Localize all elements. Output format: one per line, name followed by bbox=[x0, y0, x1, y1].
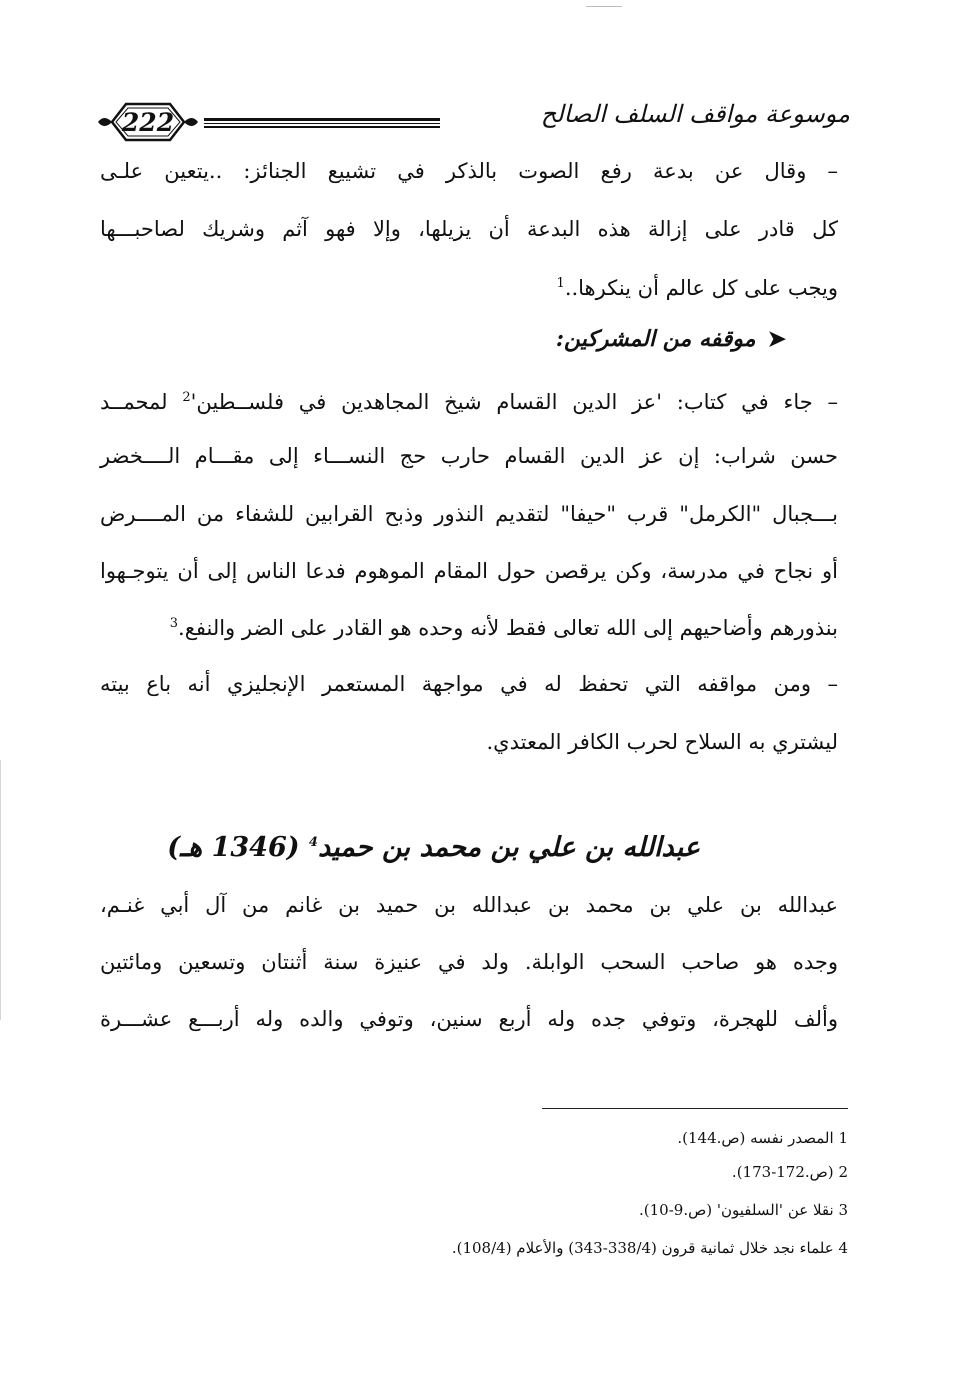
footnote-number: 1 bbox=[838, 1129, 848, 1147]
body-line-text: – جاء في كتاب: 'عز الدين القسام شيخ المجاهدين في فلســطين' bbox=[190, 390, 838, 414]
section-title-name: عبدالله بن علي بن محمد بن حميد bbox=[317, 832, 700, 863]
body-line: وجده هو صاحب السحب الوابلة. ولد في عنيزة سنة أثنتان وتسعين ومائتين bbox=[100, 950, 838, 974]
body-line: حسن شراب: إن عز الدين القسام حارب حج النســـاء إلى مقـــام الــــخضر bbox=[100, 444, 838, 468]
footnote-text: نقلا عن 'السلفيون' (ص.9-10). bbox=[638, 1201, 834, 1219]
footnote bbox=[300, 1128, 848, 1148]
footnote-ref: 4 bbox=[308, 835, 318, 850]
footnote-number: 2 bbox=[838, 1163, 848, 1181]
footnote bbox=[300, 1238, 848, 1258]
footnote-ref: 2 bbox=[182, 390, 191, 405]
header-rule bbox=[204, 118, 440, 128]
body-line bbox=[100, 270, 838, 302]
body-line bbox=[100, 384, 838, 416]
footnote-ref: 3 bbox=[169, 616, 179, 631]
page-number: 222 bbox=[121, 107, 175, 137]
body-line: وألف للهجرة، وتوفي جده وله أربع سنين، وتوفي والده وله أربـــع عشـــرة bbox=[100, 1007, 838, 1031]
subheading-text: موقفه من المشركين: bbox=[555, 326, 756, 352]
footnote-number: 4 bbox=[838, 1239, 848, 1257]
footnote-text: علماء نجد خلال ثمانية قرون (338/4-343) والأعلام (108/4). bbox=[451, 1239, 834, 1257]
footnote bbox=[300, 1162, 848, 1182]
body-line-text: بنذورهم وأضاحيهم إلى الله تعالى فقط لأنه وحده هو القادر على الضر والنفع. bbox=[178, 616, 838, 640]
footnote-text: المصدر نفسه (ص.144). bbox=[677, 1129, 834, 1147]
footnote bbox=[300, 1200, 848, 1220]
footnote-number: 3 bbox=[838, 1201, 848, 1219]
page-number-badge bbox=[94, 98, 202, 146]
series-title: موسوعة مواقف السلف الصالح bbox=[540, 100, 850, 128]
body-line: – وقال عن بدعة رفع الصوت بالذكر في تشييع الجنائز: ..يتعين علـى bbox=[100, 159, 838, 183]
subheading bbox=[300, 326, 786, 352]
section-title-year: (1346 هـ) bbox=[167, 832, 309, 863]
body-line-text: لمحمــد bbox=[100, 390, 183, 414]
scan-edge-line bbox=[0, 760, 1, 1020]
section-title bbox=[167, 832, 700, 863]
body-line bbox=[100, 610, 838, 642]
body-line-text: ويجب على كل عالم أن ينكرها.. bbox=[564, 276, 838, 300]
body-line: بـــجبال "الكرمل" قرب "حيفا" لتقديم النذور وذبح القرابين للشفاء من المــــرض bbox=[100, 502, 838, 526]
footnote-ref: 1 bbox=[556, 276, 565, 291]
footnote-text: (ص.172-173). bbox=[731, 1163, 834, 1181]
scan-artifact-mark bbox=[586, 6, 622, 7]
body-line: ليشتري به السلاح لحرب الكافر المعتدي. bbox=[486, 730, 838, 754]
body-line: أو نجاح في مدرسة، وكن يرقصن حول المقام الموهوم فدعا الناس إلى أن يتوجـهوا bbox=[100, 559, 838, 583]
body-line: كل قادر على إزالة هذه البدعة أن يزيلها، وإلا فهو آثم وشريك لصاحبـــها bbox=[100, 217, 838, 241]
page-header bbox=[94, 96, 850, 152]
arrow-marker-icon: ➤ bbox=[767, 326, 786, 352]
footnote-separator bbox=[542, 1108, 848, 1109]
body-line: – ومن مواقفه التي تحفظ له في مواجهة المستعمر الإنجليزي أنه باع بيته bbox=[100, 672, 838, 696]
body-line: عبدالله بن علي بن محمد بن عبدالله بن حميد بن غانم من آل أبي غنـم، bbox=[100, 893, 838, 917]
